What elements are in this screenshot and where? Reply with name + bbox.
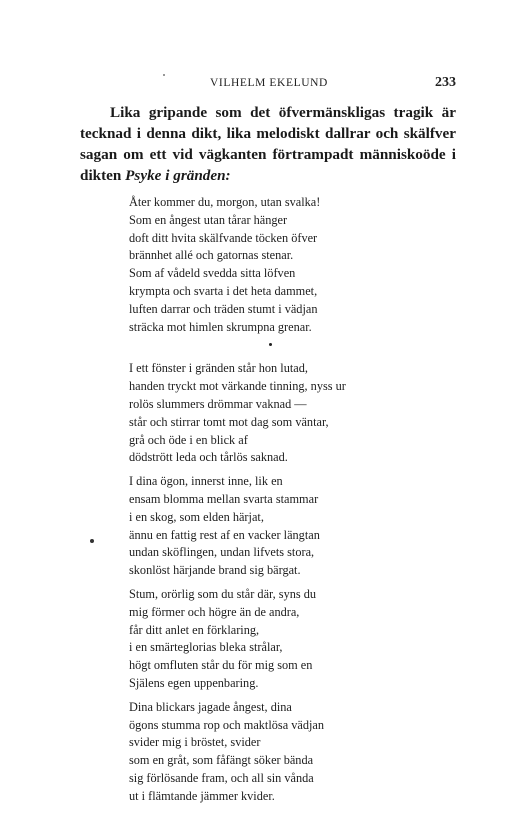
page-header — [0, 77, 520, 97]
poem-line: får ditt anlet en förklaring, — [129, 622, 260, 637]
poem-line: I ett fönster i gränden står hon lutad, — [129, 361, 308, 376]
stanza-3 — [129, 473, 429, 580]
poem-line: sig förlösande fram, och all sin vånda — [129, 770, 314, 785]
poem-line: krympta och svarta i det heta dammet, — [129, 283, 318, 298]
poem-line: doft ditt hvita skälfvande töcken öfver — [129, 230, 318, 245]
poem-line: Dina blickars jagade ångest, dina — [129, 699, 292, 714]
stanza-5 — [129, 699, 429, 806]
poem-line: ensam blomma mellan svarta stammar — [129, 491, 319, 506]
poem-line: Själens egen uppenbaring. — [129, 675, 259, 690]
poem-line: sträcka mot himlen skrumpna grenar. — [129, 319, 312, 334]
prose-line: tecknad i denna dikt, lika melodiskt dallrar och skälfver — [80, 125, 456, 142]
prose-line: sagan om ett vid vägkanten förtrampadt människoöde i — [80, 146, 456, 163]
poem-line: I dina ögon, innerst inne, lik en — [129, 474, 283, 489]
intro-paragraph — [80, 102, 456, 186]
poem-line: Som en ångest utan tårar hänger — [129, 212, 288, 227]
poem-line: rolös slummers drömmar vaknad — — [129, 396, 307, 411]
separator-dot — [269, 343, 272, 346]
poem-line: Stum, orörlig som du står där, syns du — [129, 586, 317, 601]
poem-line: handen tryckt mot värkande tinning, nyss ur — [129, 379, 346, 394]
poem-line: luften darrar och träden stumt i vädjan — [129, 301, 318, 316]
poem — [129, 194, 429, 812]
poem-line: ut i flämtande jämmer kvider. — [129, 788, 275, 803]
poem-line: i en skog, som elden härjat, — [129, 509, 264, 524]
print-speck — [163, 74, 165, 76]
poem-line: ögons stumma rop och maktlösa vädjan — [129, 717, 325, 732]
poem-line: grå och öde i en blick af — [129, 432, 248, 447]
poem-line: står och stirrar tomt mot dag som väntar, — [129, 414, 329, 429]
poem-line: mig förmer och högre än de andra, — [129, 604, 300, 619]
poem-title: Psyke i gränden: — [125, 167, 231, 184]
poem-line: som en gråt, som fåfängt söker bända — [129, 753, 314, 768]
stanza-4 — [129, 586, 429, 693]
poem-line: undan sköflingen, undan lifvets stora, — [129, 545, 315, 560]
poem-line: högt omfluten står du för mig som en — [129, 658, 313, 673]
poem-line: brännhet allé och gatornas stenar. — [129, 248, 294, 263]
prose-line — [80, 165, 456, 186]
poem-line: Åter kommer du, morgon, utan svalka! — [129, 195, 321, 209]
prose-line: Lika gripande som det öfvermänskligas tragik är — [110, 104, 456, 121]
stanza-separator — [129, 342, 429, 352]
stanza-2 — [129, 360, 429, 467]
stanza-1 — [129, 194, 429, 336]
running-head: VILHELM EKELUND — [210, 77, 328, 89]
poem-line: i en smärteglorias bleka strålar, — [129, 640, 283, 655]
poem-line: svider mig i bröstet, svider — [129, 735, 261, 750]
poem-line: Som af vådeld svedda sitta löfven — [129, 266, 296, 281]
prose-line-prefix: dikten — [80, 167, 126, 184]
poem-line: dödstrött leda och tårlös saknad. — [129, 450, 288, 465]
poem-line: ännu en fattig rest af en vacker längtan — [129, 527, 320, 542]
margin-mark — [90, 539, 94, 543]
page-number: 233 — [435, 75, 456, 90]
poem-line: skonlöst härjande brand sig bärgat. — [129, 563, 301, 578]
